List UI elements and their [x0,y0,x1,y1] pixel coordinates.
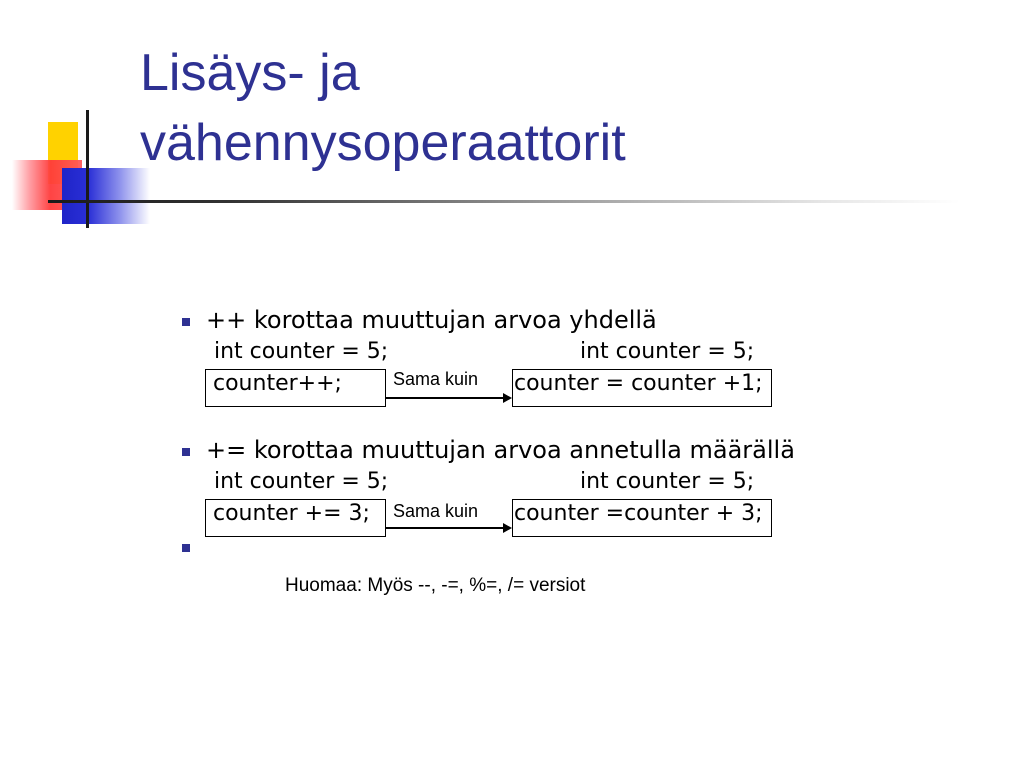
code-left-expr: counter += 3; [213,501,370,526]
deco-vertical-line [86,110,89,228]
bullet-marker-empty [182,544,190,552]
deco-blue-gradient [62,168,150,224]
bullet-text: ++ korottaa muuttujan arvoa yhdellä [206,306,657,334]
bullet-marker [182,448,190,456]
code-left-decl: int counter = 5; [214,339,389,364]
code-right-decl: int counter = 5; [580,469,755,494]
title-line-1: Lisäys- ja [140,44,360,102]
arrow-line [386,527,504,529]
code-left-expr: counter++; [213,371,342,396]
slide-title [140,38,1000,178]
arrow-label: Sama kuin [393,369,479,389]
bullet-marker [182,318,190,326]
title-line-2: vähennysoperaattorit [140,114,626,172]
arrow-head-icon [503,393,512,403]
arrow-label: Sama kuin [393,501,479,521]
code-right-decl: int counter = 5; [580,339,755,364]
code-right-expr: counter =counter + 3; [514,501,763,526]
arrow-head-icon [503,523,512,533]
arrow-line [386,397,504,399]
code-left-decl: int counter = 5; [214,469,389,494]
code-right-expr: counter = counter +1; [514,371,763,396]
title-underline [48,200,960,203]
note-text: Huomaa: Myös --, -=, %=, /= versiot [285,575,586,596]
bullet-text: += korottaa muuttujan arvoa annetulla määrällä [206,436,795,464]
